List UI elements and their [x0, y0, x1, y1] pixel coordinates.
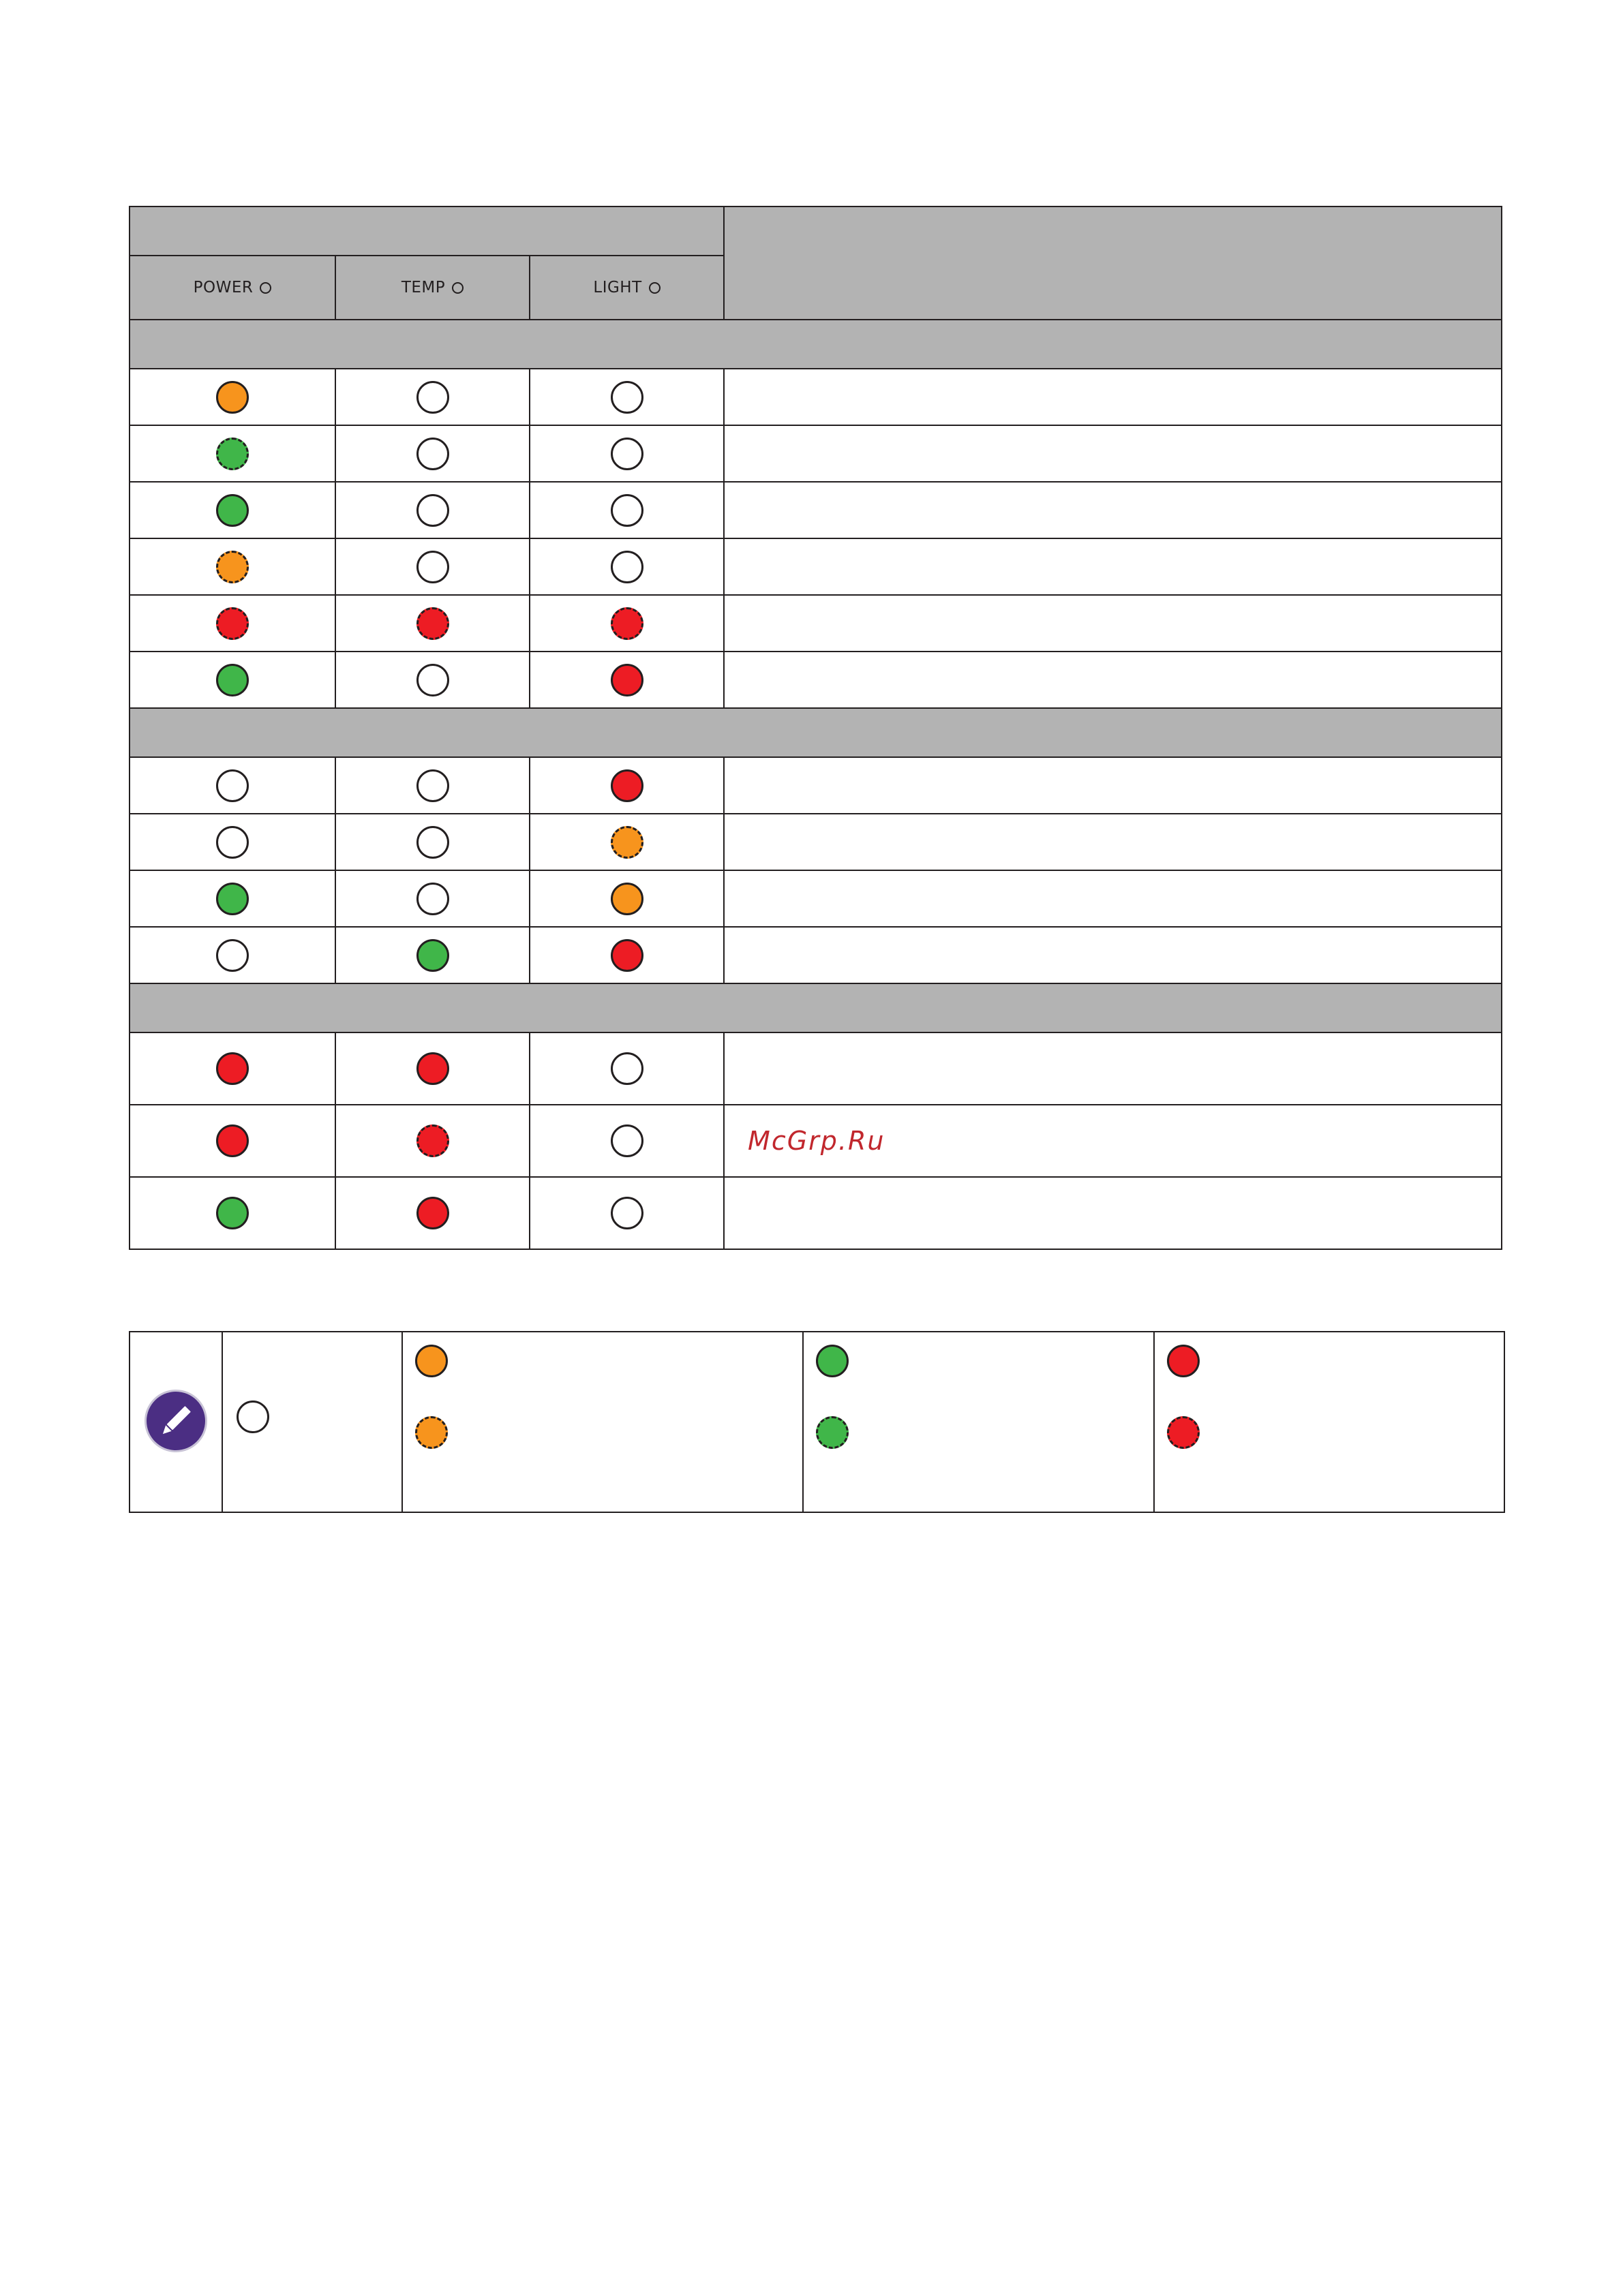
light-cell [530, 1105, 724, 1177]
temp-label: TEMP [401, 279, 446, 296]
legend-red-led-icon [1167, 1345, 1200, 1377]
temp-led-icon [416, 607, 449, 640]
temp-cell [335, 1177, 530, 1249]
power-label: POWER [193, 279, 254, 296]
power-ring-icon [260, 282, 271, 294]
table-row [130, 927, 1502, 983]
status-description [724, 757, 1502, 814]
light-cell [530, 870, 724, 927]
status-description [724, 595, 1502, 652]
light-led-icon [611, 494, 643, 527]
power-led-icon [216, 551, 249, 583]
light-cell [530, 757, 724, 814]
light-cell [530, 927, 724, 983]
status-header [724, 206, 1502, 320]
power-cell [130, 1177, 335, 1249]
temp-led-icon [416, 438, 449, 470]
temp-cell [335, 814, 530, 870]
status-description [724, 927, 1502, 983]
temp-cell [335, 482, 530, 538]
power-cell [130, 425, 335, 482]
legend-item [1167, 1416, 1504, 1488]
legend-orange-flash-led-icon [415, 1416, 448, 1449]
status-description [724, 870, 1502, 927]
light-led-icon [611, 1124, 643, 1157]
light-led-icon [611, 381, 643, 414]
power-cell [130, 482, 335, 538]
light-led-icon [611, 826, 643, 859]
temp-led-icon [416, 1124, 449, 1157]
status-description [724, 1032, 1502, 1105]
power-led-icon [216, 664, 249, 697]
header-top-row [130, 206, 1502, 256]
power-cell [130, 757, 335, 814]
table-row [130, 425, 1502, 482]
light-cell [530, 482, 724, 538]
light-cell [530, 538, 724, 595]
power-led-icon [216, 939, 249, 972]
light-cell [530, 1032, 724, 1105]
table-row [130, 482, 1502, 538]
legend-green-flash-led-icon [816, 1416, 849, 1449]
temp-led-icon [416, 494, 449, 527]
temp-cell [335, 1032, 530, 1105]
table-row [130, 1105, 1502, 1177]
temp-led-icon [416, 769, 449, 802]
temp-led-icon [416, 1052, 449, 1085]
light-led-icon [611, 1197, 643, 1229]
temp-cell [335, 757, 530, 814]
status-description [724, 1105, 1502, 1177]
temp-cell [335, 1105, 530, 1177]
power-led-icon [216, 1124, 249, 1157]
section-header [130, 320, 1502, 369]
status-description [724, 1177, 1502, 1249]
power-cell [130, 652, 335, 708]
legend-item [415, 1345, 802, 1416]
temp-led-icon [416, 1197, 449, 1229]
light-cell [530, 369, 724, 425]
temp-header [335, 256, 530, 320]
light-led-icon [611, 438, 643, 470]
legend-item [816, 1416, 1153, 1488]
legend-green-cell [803, 1332, 1154, 1512]
power-cell [130, 595, 335, 652]
table-row [130, 652, 1502, 708]
section-header-row [130, 320, 1502, 369]
temp-led-icon [416, 883, 449, 915]
power-led-icon [216, 883, 249, 915]
status-description [724, 538, 1502, 595]
legend-row [130, 1332, 1504, 1512]
power-led-icon [216, 381, 249, 414]
section-header-row [130, 983, 1502, 1032]
light-led-icon [611, 883, 643, 915]
table-row [130, 595, 1502, 652]
power-header [130, 256, 335, 320]
temp-led-icon [416, 551, 449, 583]
status-description [724, 369, 1502, 425]
table-row [130, 1177, 1502, 1249]
status-description [724, 425, 1502, 482]
light-ring-icon [649, 282, 661, 294]
power-cell [130, 1105, 335, 1177]
temp-cell [335, 927, 530, 983]
light-led-icon [611, 664, 643, 697]
power-led-icon [216, 494, 249, 527]
table-row [130, 814, 1502, 870]
temp-cell [335, 870, 530, 927]
light-label: LIGHT [593, 279, 642, 296]
status-description [724, 482, 1502, 538]
light-cell [530, 595, 724, 652]
light-cell [530, 1177, 724, 1249]
note-cell [130, 1332, 222, 1512]
light-cell [530, 652, 724, 708]
legend-item [816, 1345, 1153, 1416]
status-description [724, 652, 1502, 708]
temp-ring-icon [452, 282, 464, 294]
light-header [530, 256, 724, 320]
legend-orange-cell [402, 1332, 803, 1512]
legend-table [129, 1331, 1505, 1513]
power-led-icon [216, 826, 249, 859]
light-led-icon [611, 939, 643, 972]
temp-led-icon [416, 939, 449, 972]
temp-led-icon [416, 826, 449, 859]
light-led-icon [611, 551, 643, 583]
description-text: McGrp.Ru [748, 1126, 885, 1156]
power-cell [130, 1032, 335, 1105]
legend-item [1167, 1345, 1504, 1416]
legend-red-flash-led-icon [1167, 1416, 1200, 1449]
led-indicator-table [129, 206, 1502, 1250]
legend-off-cell [222, 1332, 402, 1512]
power-led-icon [216, 438, 249, 470]
table-row [130, 870, 1502, 927]
section-header-row [130, 708, 1502, 757]
table-row [130, 538, 1502, 595]
light-cell [530, 425, 724, 482]
legend-red-cell [1154, 1332, 1504, 1512]
legend-green-led-icon [816, 1345, 849, 1377]
table-row [130, 1032, 1502, 1105]
legend-off-led-icon [237, 1400, 269, 1433]
temp-cell [335, 538, 530, 595]
light-led-icon [611, 607, 643, 640]
temp-led-icon [416, 664, 449, 697]
status-description [724, 814, 1502, 870]
pencil-icon [147, 1392, 205, 1450]
table-row [130, 369, 1502, 425]
power-led-icon [216, 607, 249, 640]
section-header [130, 983, 1502, 1032]
temp-led-icon [416, 381, 449, 414]
temp-cell [335, 652, 530, 708]
section-header [130, 708, 1502, 757]
temp-cell [335, 595, 530, 652]
power-cell [130, 538, 335, 595]
power-led-icon [216, 1052, 249, 1085]
legend-item [415, 1416, 802, 1488]
temp-cell [335, 369, 530, 425]
light-led-icon [611, 1052, 643, 1085]
temp-cell [335, 425, 530, 482]
power-led-icon [216, 1197, 249, 1229]
power-led-icon [216, 769, 249, 802]
indicator-group-header [130, 206, 724, 256]
power-cell [130, 814, 335, 870]
legend-orange-led-icon [415, 1345, 448, 1377]
power-cell [130, 369, 335, 425]
table-row [130, 757, 1502, 814]
power-cell [130, 870, 335, 927]
light-cell [530, 814, 724, 870]
light-led-icon [611, 769, 643, 802]
power-cell [130, 927, 335, 983]
